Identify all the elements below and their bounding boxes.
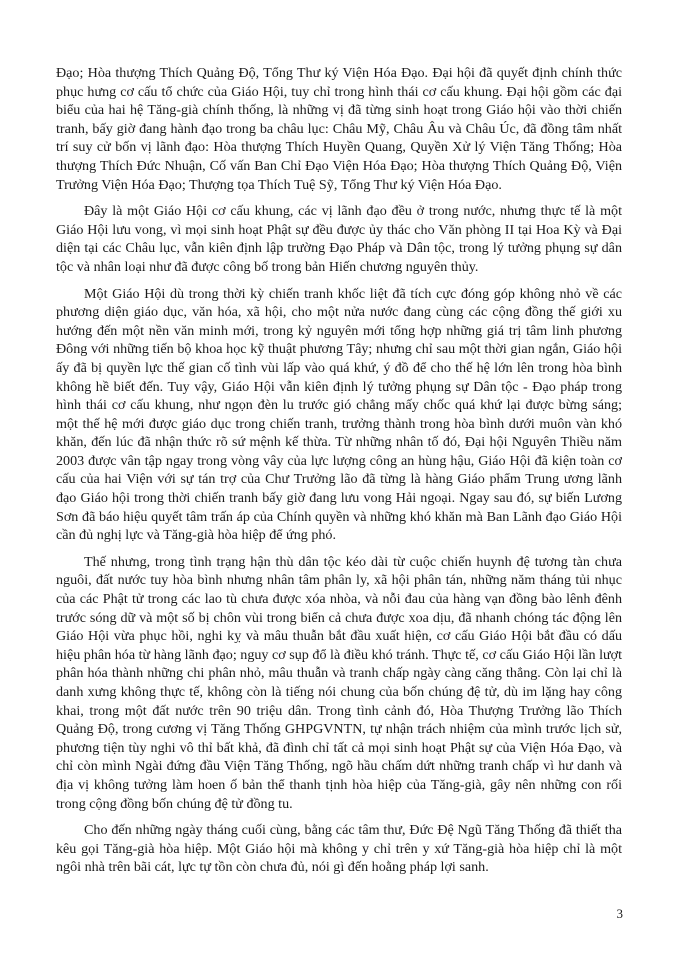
page-number: 3 bbox=[616, 906, 623, 921]
paragraph-2: Đây là một Giáo Hội cơ cấu khung, các vị lãnh đạo đều ở trong nước, nhưng thực tế là một Giáo Hội lưu vong, vì mọi sinh hoạt Phật sự đều được ủy thác cho Văn phòng II tại Hoa Kỳ và Đại diện tại các Châu lục, vẫn kiên định lập trường Đạo Pháp và Dân tộc, trong lý tưởng phụng sự dân tộc và nhân loại như đã được công bố trong bản Hiến chương nguyên thủy. bbox=[56, 203, 622, 275]
paragraph-4: Thế nhưng, trong tình trạng hận thù dân tộc kéo dài từ cuộc chiến huynh đệ tương tàn chưa nguôi, đất nước tuy hòa bình nhưng nhân tâm phân ly, xã hội phân tán, những năm tháng tủi nhục của các Phật tử trong các lao tù chưa được xóa nhòa, và nỗi đau của hàng vạn đồng bào lênh đênh trước sóng dữ và một số bị chôn vùi trong biển cả chưa được xoa dịu, đã nhanh chóng tác động lên Giáo Hội vừa phục hồi, nghi kỵ và mâu thuẫn bắt đầu xuất hiện, cơ cấu Giáo Hội bắt đầu có dấu hiệu phân hóa từ hàng lãnh đạo; nguy cơ sụp đổ là điều khó tránh. Thực tế, cơ cấu Giáo Hội lần lượt phân hóa thành những chi phân nhỏ, mâu thuẫn và tranh chấp ngày càng căng thẳng. Còn lại chỉ là danh xưng không thực tế, không còn là tiếng nói chung của bốn chúng đệ tử, dù im lặng hay công khai, trong một đất nước trên 90 triệu dân. Trong tình cảnh đó, Hòa Thượng Trưởng lão Thích Quảng Độ, trong cương vị Tăng Thống GHPGVNTN, tự nhận trách nhiệm của mình trước lịch sử, phương tiện tùy nghi vô thỉ bất khả, đã đình chỉ tất cả mọi sinh hoạt Phật sự của Viện Hóa Đạo, và chỉ còn mình Ngài đứng đầu Viện Tăng Thống, ngõ hầu chấm dứt những tranh chấp vì hư danh và địa vị không tưởng làm hoen ố bản thể thanh tịnh hòa hiệp của Tăng-già, gây nên những con rối trong cộng đồng bốn chúng đệ tử đồng tu. bbox=[56, 553, 622, 812]
body-text bbox=[56, 64, 622, 885]
paragraph-5: Cho đến những ngày tháng cuối cùng, bằng các tâm thư, Đức Đệ Ngũ Tăng Thống đã thiết tha kêu gọi Tăng-già hòa hiệp. Một Giáo hội mà không y chỉ trên y xứ Tăng-già hòa hiệp chỉ là một ngôi nhà trên bãi cát, lực tự tồn còn chưa đủ, nói gì đến hoằng pháp lợi sanh. bbox=[56, 822, 622, 876]
paragraph-3: Một Giáo Hội dù trong thời kỳ chiến tranh khốc liệt đã tích cực đóng góp không nhỏ về các phương diện giáo dục, văn hóa, xã hội, cho một nửa nước đang cùng các cộng đồng thế giới xu hướng đến một nền văn minh mới, trong kỷ nguyên mới tổng hợp những giá trị tâm linh phương Đông với những tiến bộ khoa học kỹ thuật phương Tây; nhưng chỉ sau một thời gian ngắn, Giáo hội ấy đã bị quyền lực thế gian cố tình vùi lấp vào quá khứ, ý đồ để cho thế hệ lớn lên trong hòa bình không hề biết đến. Tuy vậy, Giáo Hội vẫn kiên định lý tưởng phụng sự Dân tộc - Đạo pháp trong hình thái cơ cấu khung, như ngọn đèn lu trước gió chẳng mấy chốc quá khứ lại được bừng sáng; một thế hệ mới được giáo dục trong chiến tranh, trưởng thành trong hòa bình dưới muôn vàn khó khăn, đến lúc đã nhận thức rõ sứ mệnh kế thừa. Từ những nhân tố đó, Đại hội Nguyên Thiều năm 2003 được vân tập ngay trong vòng vây của lực lượng công an hùng hậu, Giáo Hội đã kiện toàn cơ cấu của hai Viện với sự tán trợ của Chư Trưởng lão đã từng là hàng Giáo phẩm Trung ương lãnh đạo Giáo hội trong thời chiến tranh bấy giờ đang lưu vong Hải ngoại. Ngay sau đó, sự biến Lương Sơn đã báo hiệu quyết tâm trấn áp của Chính quyền và những khó khăn mà Ban Lãnh đạo Giáo Hội cần đủ nghị lực và Tăng-già hòa hiệp để ứng phó. bbox=[56, 285, 622, 544]
paragraph-1: Đạo; Hòa thượng Thích Quảng Độ, Tổng Thư ký Viện Hóa Đạo. Đại hội đã quyết định chính thức phục hưng cơ cấu tổ chức của Giáo Hội, tuy chỉ trong hình thái cơ cấu khung. Đại hội gồm các đại biểu của hai hệ Tăng-già chính thống, là những vị đã từng sinh hoạt trong Giáo hội vào thời chiến tranh, bấy giờ đang hành đạo trong ba châu lục: Châu Mỹ, Châu Âu và Châu Úc, đã đồng tâm nhất trí suy cử bốn vị lãnh đạo: Hòa thượng Thích Huyền Quang, Quyền Xử lý Viện Tăng Thống; Hòa thượng Thích Đức Nhuận, Cố vấn Ban Chỉ Đạo Viện Hóa Đạo; Hòa thượng Thích Quảng Độ, Viện Trưởng Viện Hóa Đạo; Thượng tọa Thích Tuệ Sỹ, Tổng Thư ký Viện Hóa Đạo. bbox=[56, 65, 622, 193]
